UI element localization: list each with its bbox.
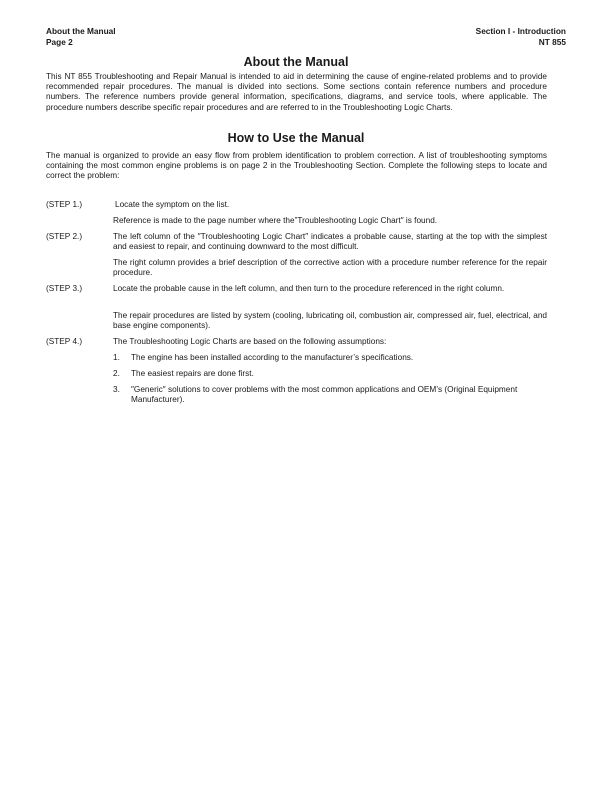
step-3-text: Locate the probable cause in the left column, and then turn to the procedure referenced in the right column. (113, 284, 505, 293)
header-page-number: Page 2 (46, 37, 73, 47)
assumption-number: 3. (113, 385, 120, 394)
header-model: NT 855 (538, 37, 566, 47)
step-4-text: The Troubleshooting Logic Charts are based on the following assumptions: (113, 337, 387, 346)
assumption-text: The easiest repairs are done first. (131, 369, 254, 378)
howto-heading: How to Use the Manual (227, 131, 365, 145)
about-heading: About the Manual (243, 55, 349, 69)
step-2-text: The left column of the ″Troubleshooting Logic Chart″ indicates a probable cause, starting at the top with the simplest and easiest to repair, and continuing downward to the most difficult. (113, 232, 547, 252)
about-paragraph: This NT 855 Troubleshooting and Repair Manual is intended to aid in determining the cause of engine-related problems and to provide recommended repair procedures. The manual is divided into sections. Some sections contain reference numbers and procedure numbers. The reference numbers provide general information, specifications, diagrams, and service tools, where applicable. The procedure numbers describe specific repair procedures and are referred to in the Troubleshooting Logic Charts. (46, 72, 547, 112)
header-section-title: About the Manual (46, 26, 116, 36)
step-4-label: (STEP 4.) (46, 337, 83, 346)
assumption-text: ″Generic″ solutions to cover problems with the most common applications and OEM’s (Original Equipment Manufacturer). (131, 385, 518, 405)
assumption-number: 1. (113, 353, 120, 362)
running-header-right (476, 26, 566, 48)
step-1-note: Reference is made to the page number where the”Troubleshooting Logic Chart″ is found. (113, 216, 438, 225)
howto-paragraph: The manual is organized to provide an easy flow from problem identification to problem correction. A list of troubleshooting symptoms containing the most common engine problems is on page 2 in the Troubleshooting Section. Complete the following steps to locate and correct the problem: (46, 151, 547, 181)
running-header-left (46, 26, 116, 48)
step-1-label: (STEP 1.) (46, 200, 83, 209)
step-2-note: The right column provides a brief description of the corrective action with a procedure number reference for the repair procedure. (113, 258, 547, 278)
assumption-number: 2. (113, 369, 120, 378)
assumption-text: The engine has been installed according to the manufacturer’s specifications. (131, 353, 414, 362)
step-3-note: The repair procedures are listed by system (cooling, lubricating oil, combustion air, compressed air, fuel, electrical, and base engine components). (113, 311, 547, 331)
step-1-text: Locate the symptom on the list. (115, 200, 230, 209)
header-section-name: Section I - Introduction (475, 26, 566, 36)
step-3-label: (STEP 3.) (46, 284, 83, 293)
step-2-label: (STEP 2.) (46, 232, 83, 241)
